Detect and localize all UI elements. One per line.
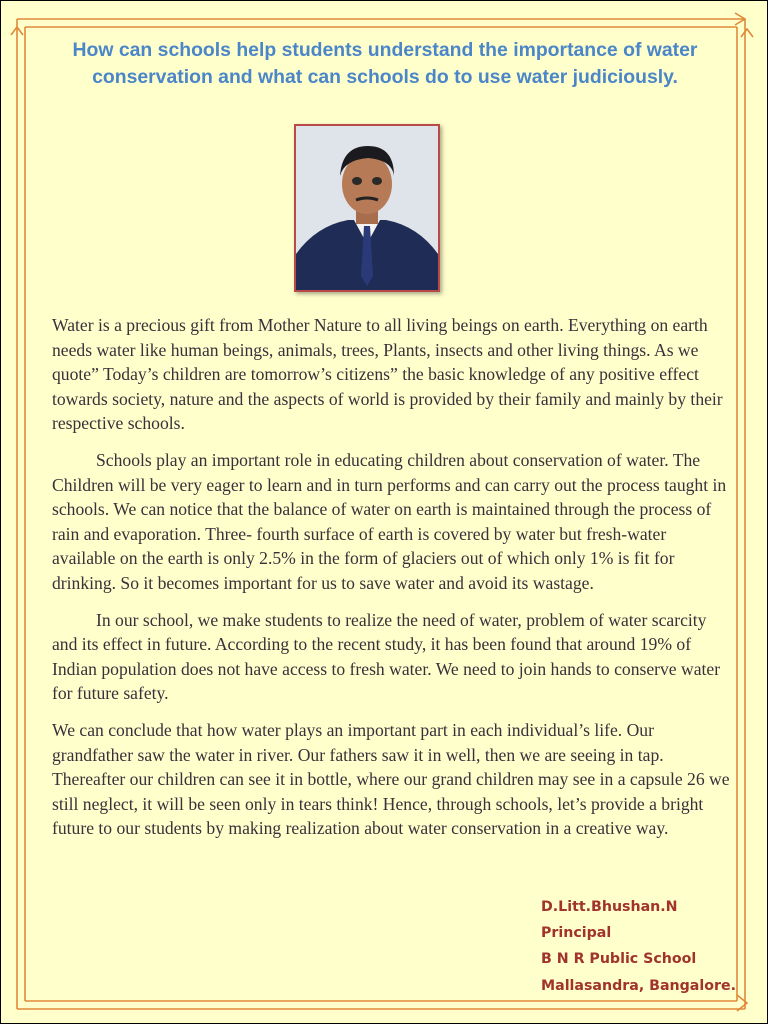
signature-school: B N R Public School (541, 951, 697, 968)
body-paragraph: In our school, we make students to realize the need of water, problem of water scarcity and its effect in future. According to the recent study, it has been found that around 19% of Indian population does not have access to fresh water. We need to join hands to conserve water for future safety. (52, 609, 721, 704)
principal-photo (294, 124, 440, 292)
body-paragraph: Schools play an important role in educating children about conservation of water. The Children will be very eager to learn and in turn performs and can carry out the process taught in schools. We can notice that the balance of water on earth is maintained through the process of rain and evaporation. Three- fourth surface of earth is covered by water but fresh-water available on the earth is only 2.5% in the form of glaciers out of which only 1% is fit for drinking. So it becomes important for us to save water and avoid its wastage. (52, 449, 727, 593)
article-body (52, 313, 732, 853)
signature-role: Principal (541, 925, 612, 942)
article-title: How can schools help students understand the importance of water conservation and what can schools do to use water judiciously. (72, 39, 698, 88)
signature-location: Mallasandra, Bangalore. (541, 977, 737, 994)
body-paragraph: Water is a precious gift from Mother Nature to all living beings on earth. Everything on earth needs water like human beings, animals, trees, Plants, insects and other living things. As we quote” Today’s children are tomorrow’s citizens” the basic knowledge of any positive effect towards society, nature and the aspects of world is provided by their family and mainly by their respective schools. (52, 315, 723, 434)
body-paragraph: We can conclude that how water plays an important part in each individual’s life. Our grandfather saw the water in river. Our fathers saw it in well, then we are seeing in tap. Thereafter our children can see it in bottle, where our grand children may see in a capsule 26 we still neglect, it will be seen only in tears think! Hence, through schools, let’s provide a bright future to our students by making realization about water conservation in a creative way. (52, 719, 730, 839)
signature-name: D.Litt.Bhushan.N (541, 899, 678, 915)
signature-block (541, 894, 736, 999)
